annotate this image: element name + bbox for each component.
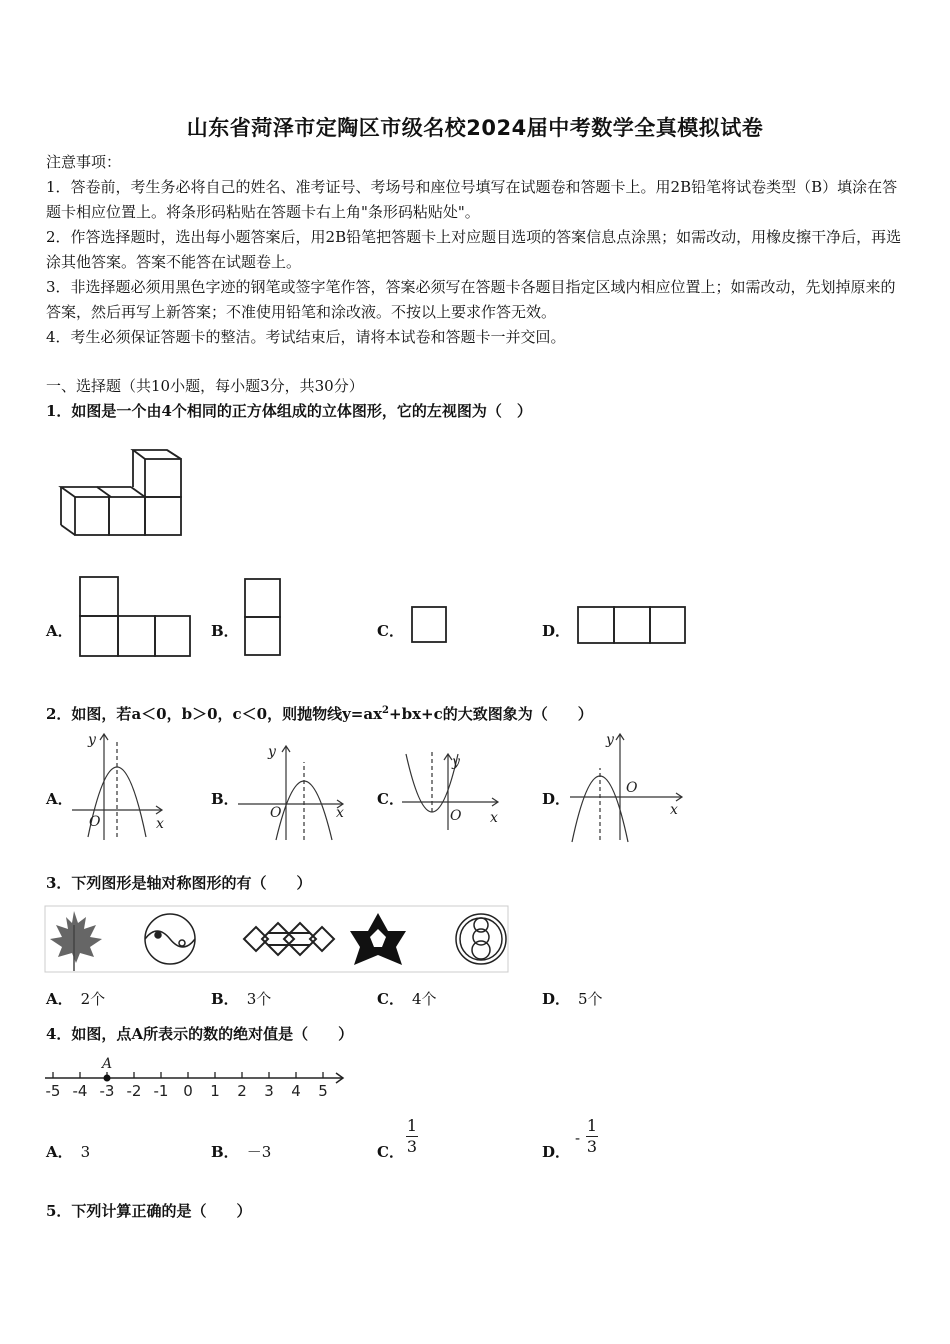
q2b-y-label: y — [268, 744, 276, 760]
number-line-tick-label: 4 — [291, 1082, 301, 1100]
q1-option-d-label[interactable]: D． — [542, 622, 571, 640]
cube-solid-figure — [55, 445, 190, 545]
q1-option-b-figure[interactable] — [243, 577, 283, 659]
number-line-tick-label: -2 — [126, 1082, 142, 1100]
q2-option-d-graph[interactable] — [570, 732, 685, 842]
number-line-tick-label: -1 — [153, 1082, 169, 1100]
notice-item-4: 4．考生必须保证答题卡的整洁。考试结束后，请将本试卷和答题卡一并交回。 — [46, 328, 566, 346]
question-1-text: 1．如图是一个由4个相同的正方体组成的立体图形，它的左视图为（ ） — [46, 402, 532, 420]
q2d-y-label: y — [606, 732, 614, 748]
q2-option-a-label[interactable]: A． — [46, 790, 73, 808]
q2-option-d-label[interactable]: D． — [542, 790, 571, 808]
point-a-label: A — [102, 1056, 113, 1072]
page-title: 山东省菏泽市定陶区市级名校2024届中考数学全真模拟试卷 — [186, 116, 764, 140]
notice-item-1: 1．答卷前，考生务必将自己的姓名、准考证号、考场号和座位号填写在试题卷和答题卡上。用2B铅笔将试卷类型（B）填涂在答题卡相应位置上。将条形码粘贴在答题卡右上角"条形码粘贴处"。 — [46, 178, 898, 221]
number-line-tick-label: -5 — [45, 1082, 61, 1100]
q2-option-b-graph[interactable] — [238, 742, 348, 842]
number-line-tick-label: -3 — [99, 1082, 115, 1100]
q2d-x-label: x — [670, 802, 678, 818]
q4-option-d-fraction[interactable]: 1 3 — [586, 1116, 598, 1156]
notice-item-3: 3．非选择题必须用黑色字迹的钢笔或签字笔作答，答案必须写在答题卡各题目指定区域内相应位置上；如需改动，先划掉原来的答案，然后再写上新答案；不准使用铅笔和涂改液。不按以上要求作答无效。 — [46, 278, 896, 321]
q2a-y-label: y — [88, 732, 96, 748]
q3-option-a[interactable]: A． 2个 — [46, 990, 106, 1008]
maple-leaf-icon — [50, 911, 102, 971]
q3-figure-strip — [44, 905, 509, 973]
point-a-marker — [104, 1075, 111, 1082]
q2c-origin-label: O — [450, 808, 462, 824]
concentric-circles-icon — [456, 914, 506, 964]
number-line-tick-label: -4 — [72, 1082, 88, 1100]
q2-option-b-label[interactable]: B． — [211, 790, 239, 808]
question-5-text: 5．下列计算正确的是（ ） — [46, 1202, 252, 1220]
q4-option-c-label[interactable]: C． — [377, 1143, 404, 1161]
q2-option-c-label[interactable]: C． — [377, 790, 404, 808]
q1-option-b-label[interactable]: B． — [211, 622, 239, 640]
yin-yang-icon — [145, 914, 195, 964]
q2-option-a-graph[interactable] — [72, 732, 167, 842]
flower-star-icon — [350, 913, 406, 965]
q3-option-d[interactable]: D． 5个 — [542, 990, 603, 1008]
q2a-origin-label: O — [89, 814, 101, 830]
question-2-text: 2．如图，若a＜0，b＞0，c＜0，则抛物线$y=ax^2+bx+c$的大致图象为（ ） — [46, 705, 593, 723]
notice-heading: 注意事项： — [46, 153, 122, 171]
q1-option-c-label[interactable]: C． — [377, 622, 404, 640]
q2d-origin-label: O — [626, 780, 638, 796]
number-line — [40, 1052, 350, 1102]
notice-block — [46, 150, 908, 350]
q4-option-b[interactable]: B． －3 — [211, 1143, 272, 1161]
knot-pattern-icon — [244, 923, 334, 955]
q4-option-d-sign: - — [575, 1129, 581, 1147]
number-line-tick-label: 0 — [183, 1082, 193, 1100]
q1-option-c-figure[interactable] — [410, 605, 450, 645]
q1-option-a-figure[interactable] — [78, 575, 193, 660]
number-line-tick-label: 5 — [318, 1082, 328, 1100]
q4-option-d-label[interactable]: D． — [542, 1143, 571, 1161]
q1-option-d-figure[interactable] — [576, 605, 688, 647]
q2b-x-label: x — [336, 805, 344, 821]
q2b-origin-label: O — [270, 805, 282, 821]
q4-option-c-fraction[interactable]: 1 3 — [406, 1116, 418, 1156]
number-line-tick-label: 3 — [264, 1082, 274, 1100]
q3-option-b[interactable]: B． 3个 — [211, 990, 272, 1008]
section-heading: 一、选择题（共10小题，每小题3分，共30分） — [46, 377, 364, 395]
q4-option-a[interactable]: A． 3 — [46, 1143, 91, 1161]
number-line-tick-label: 2 — [237, 1082, 247, 1100]
q2c-x-label: x — [490, 810, 498, 826]
q1-option-a-label[interactable]: A． — [46, 622, 73, 640]
question-4-text: 4．如图，点A所表示的数的绝对值是（ ） — [46, 1025, 354, 1043]
notice-item-2: 2．作答选择题时，选出每小题答案后，用2B铅笔把答题卡上对应题目选项的答案信息点涂黑；如需改动，用橡皮擦干净后，再选涂其他答案。答案不能答在试题卷上。 — [46, 228, 902, 271]
q2a-x-label: x — [156, 816, 164, 832]
question-3-text: 3．下列图形是轴对称图形的有（ ） — [46, 874, 312, 892]
q2c-y-label: y — [452, 754, 460, 770]
number-line-tick-label: 1 — [210, 1082, 220, 1100]
q3-option-c[interactable]: C． 4个 — [377, 990, 437, 1008]
q2-option-c-graph[interactable] — [402, 752, 502, 832]
